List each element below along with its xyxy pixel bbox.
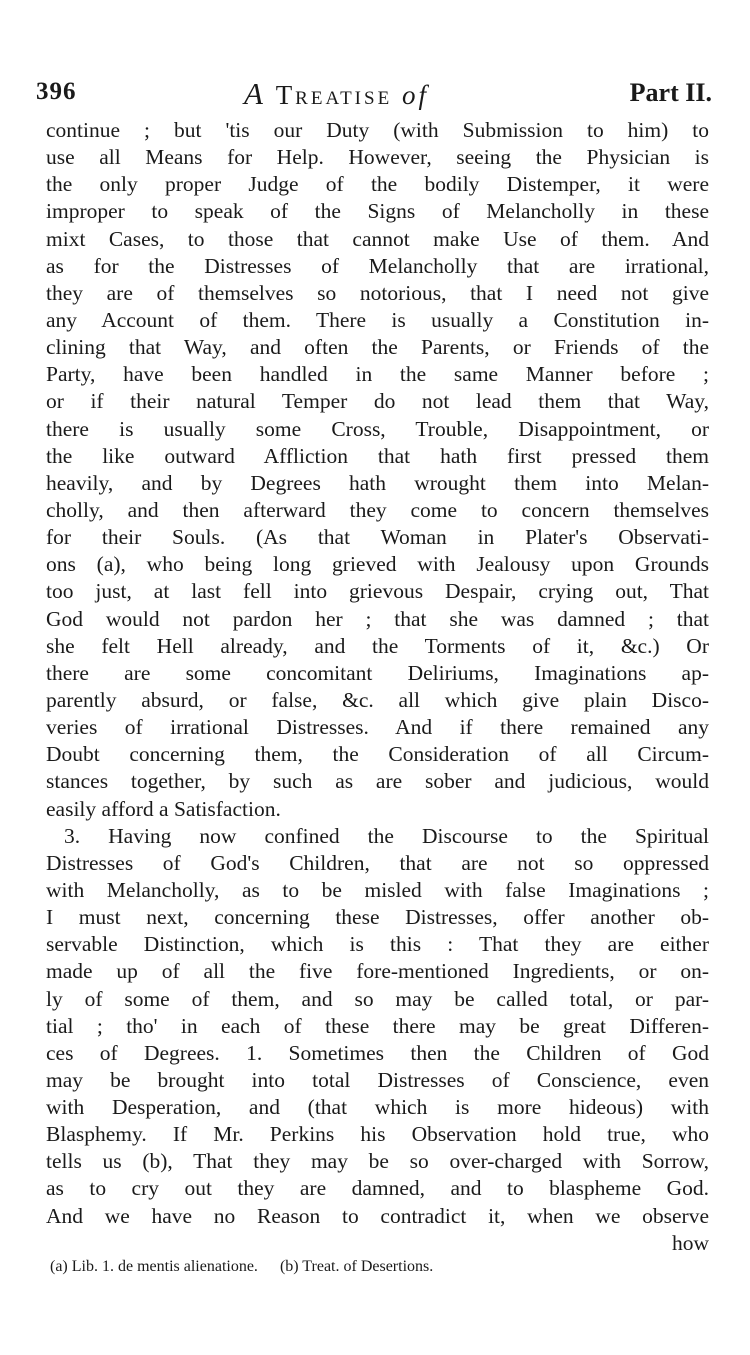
text-line: ons (a), who being long grieved with Jealousy upon Grounds — [46, 552, 709, 577]
text-line: servable Distinction, which is this : That they are either — [46, 932, 709, 957]
page-number: 396 — [36, 78, 77, 105]
text-line: ces of Degrees. 1. Sometimes then the Children of God — [46, 1040, 709, 1065]
text-line: with Melancholly, as to be misled with false Imaginations ; — [46, 877, 709, 902]
body-text — [46, 117, 709, 1257]
text-line: improper to speak of the Signs of Melancholly in these — [46, 199, 709, 224]
text-line: mixt Cases, to those that cannot make Use of them. And — [46, 226, 709, 251]
text-line: clining that Way, and often the Parents, or Friends of the — [46, 335, 709, 360]
footnotes — [50, 1258, 650, 1276]
text-line: veries of irrational Distresses. And if there remained any — [46, 715, 709, 740]
text-line: any Account of them. There is usually a Constitution in- — [46, 307, 709, 332]
text-line: as for the Distresses of Melancholly that are irrational, — [46, 253, 709, 278]
paragraph-start-line: 3. Having now confined the Discourse to the Spiritual — [64, 823, 709, 848]
page-header — [36, 76, 712, 120]
text-line: I must next, concerning these Distresses, offer another ob- — [46, 905, 709, 930]
text-line: use all Means for Help. However, seeing the Physician is — [46, 145, 709, 170]
text-line: heavily, and by Degrees hath wrought them into Melan- — [46, 470, 709, 495]
running-title-initial: A — [244, 76, 266, 111]
text-line: easily afford a Satisfaction. — [46, 796, 281, 821]
text-line: may be brought into total Distresses of Conscience, even — [46, 1067, 709, 1092]
text-line: there is usually some Cross, Trouble, Disappointment, or — [46, 416, 709, 441]
text-line: for their Souls. (As that Woman in Plater's Observati- — [46, 525, 709, 550]
text-line: there are some concomitant Deliriums, Imaginations ap- — [46, 660, 709, 685]
part-label: Part II. — [629, 78, 712, 107]
text-line: too just, at last fell into grievous Despair, crying out, That — [46, 579, 709, 604]
running-title-word: Treatise — [275, 80, 393, 110]
footnote-a: (a) Lib. 1. de mentis alienatione. — [50, 1258, 258, 1275]
text-line: Distresses of God's Children, that are not so oppressed — [46, 850, 709, 875]
running-title-of: of — [401, 80, 429, 110]
text-line: Doubt concerning them, the Consideration of all Circum- — [46, 742, 709, 767]
text-line: the like outward Affliction that hath first pressed them — [46, 443, 709, 468]
text-line: Blasphemy. If Mr. Perkins his Observation hold true, who — [46, 1122, 709, 1147]
text-line: parently absurd, or false, &c. all which give plain Disco- — [46, 687, 709, 712]
text-line: And we have no Reason to contradict it, when we observe — [46, 1203, 709, 1228]
text-line: she felt Hell already, and the Torments of it, &c.) Or — [46, 633, 709, 658]
catchword: how — [671, 1230, 709, 1255]
running-title — [244, 76, 429, 112]
text-line: they are of themselves so notorious, that I need not give — [46, 280, 709, 305]
text-line: tial ; tho' in each of these there may be great Differen- — [46, 1013, 709, 1038]
footnote-b: (b) Treat. of Desertions. — [279, 1258, 434, 1275]
text-line: ly of some of them, and so may be called total, or par- — [46, 986, 709, 1011]
text-line: continue ; but 'tis our Duty (with Submission to him) to — [46, 118, 709, 142]
text-line: or if their natural Temper do not lead them that Way, — [46, 389, 709, 414]
text-line: as to cry out they are damned, and to blaspheme God. — [46, 1176, 709, 1201]
text-line: tells us (b), That they may be so over-charged with Sorrow, — [46, 1149, 709, 1174]
text-line: the only proper Judge of the bodily Distemper, it were — [46, 172, 709, 197]
text-line: God would not pardon her ; that she was damned ; that — [46, 606, 709, 631]
text-line: with Desperation, and (that which is more hideous) with — [46, 1095, 709, 1120]
text-line: stances together, by such as are sober and judicious, would — [46, 769, 709, 794]
text-line: cholly, and then afterward they come to concern themselves — [46, 497, 709, 522]
text-line: Party, have been handled in the same Manner before ; — [46, 362, 709, 387]
text-line: made up of all the five fore-mentioned Ingredients, or on- — [46, 959, 709, 984]
